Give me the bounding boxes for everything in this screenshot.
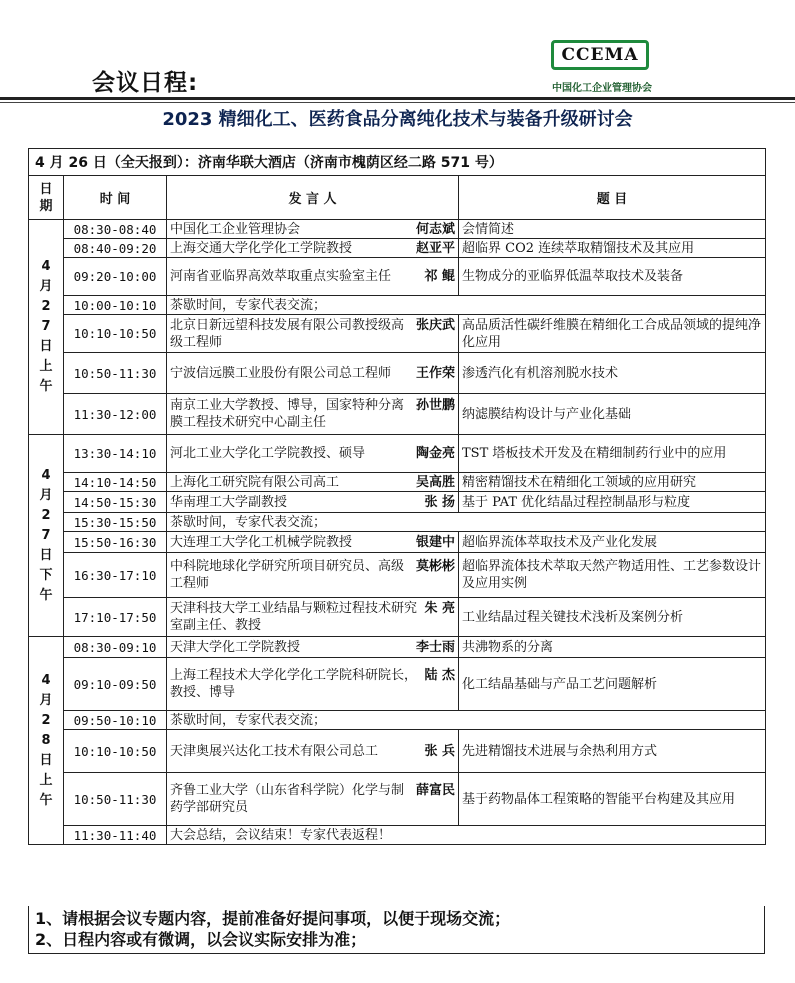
break-text: 大会总结，会议结束！专家代表返程！	[167, 826, 766, 845]
time-cell: 11:30-12:00	[64, 394, 167, 435]
col-time: 时 间	[64, 176, 167, 220]
table-row	[29, 492, 766, 513]
time-cell: 13:30-14:10	[64, 435, 167, 473]
time-cell: 10:00-10:10	[64, 296, 167, 315]
time-cell: 14:10-14:50	[64, 473, 167, 492]
topic-cell: 生物成分的亚临界低温萃取技术及装备	[459, 258, 766, 296]
break-text: 茶歇时间，专家代表交流；	[167, 711, 766, 730]
break-row	[29, 826, 766, 845]
header-rule	[0, 97, 795, 100]
speaker-name: 张 扬	[424, 494, 455, 510]
speaker-name: 朱 亮	[424, 601, 455, 616]
speaker-name: 陆 杰	[424, 668, 455, 683]
speaker-cell	[167, 394, 459, 435]
topic-cell: 会情简述	[459, 220, 766, 239]
break-row	[29, 711, 766, 730]
topic-cell: 超临界 CO2 连续萃取精馏技术及其应用	[459, 239, 766, 258]
speaker-cell	[167, 353, 459, 394]
topic-cell: 超临界流体技术萃取天然产物适用性、工艺参数设计及应用实例	[459, 553, 766, 598]
speaker-org: 大连理工大学化工机械学院教授	[170, 534, 353, 550]
time-cell: 10:50-11:30	[64, 353, 167, 394]
time-cell: 08:30-08:40	[64, 220, 167, 239]
speaker-cell	[167, 532, 459, 553]
speaker-cell	[167, 258, 459, 296]
time-cell: 10:10-10:50	[64, 730, 167, 773]
logo-text: CCEMA	[561, 45, 639, 65]
topic-cell: 高品质活性碳纤维膜在精细化工合成品领域的提纯净化应用	[459, 315, 766, 353]
speaker-org: 齐鲁工业大学（山东省科学院）化学与制药学部研究员	[170, 783, 405, 815]
session-date: 4月27日上午	[29, 220, 64, 435]
speaker-name: 陶金亮	[415, 446, 455, 461]
speaker-org: 天津科技大学工业结晶与颗粒过程技术研究室副主任、教授	[170, 601, 418, 633]
speaker-org: 上海工程技术大学化学化工学院科研院长，教授、博导	[170, 668, 418, 700]
speaker-org: 华南理工大学副教授	[170, 494, 288, 510]
schedule-table	[28, 148, 766, 845]
time-cell: 09:50-10:10	[64, 711, 167, 730]
speaker-name: 吴高胜	[415, 474, 455, 490]
speaker-name: 何志斌	[415, 221, 455, 237]
time-cell: 16:30-17:10	[64, 553, 167, 598]
table-row	[29, 394, 766, 435]
time-cell: 09:10-09:50	[64, 658, 167, 711]
speaker-org: 上海化工研究院有限公司高工	[170, 474, 340, 490]
speaker-name: 银建中	[415, 534, 455, 550]
speaker-name: 莫彬彬	[415, 559, 455, 574]
speaker-org: 上海交通大学化学化工学院教授	[170, 240, 353, 256]
break-text: 茶歇时间，专家代表交流；	[167, 296, 766, 315]
topic-cell: 精密精馏技术在精细化工领域的应用研究	[459, 473, 766, 492]
speaker-name: 李士雨	[415, 639, 455, 655]
page-title: 会议日程:	[92, 70, 199, 96]
table-row	[29, 239, 766, 258]
session-date: 4月27日下午	[29, 435, 64, 637]
time-cell: 09:20-10:00	[64, 258, 167, 296]
notes-box	[28, 906, 765, 954]
table-row	[29, 658, 766, 711]
note-line: 1、请根据会议专题内容，提前准备好提问事项，以便于现场交流；	[35, 909, 511, 928]
time-cell: 15:30-15:50	[64, 513, 167, 532]
speaker-cell	[167, 492, 459, 513]
speaker-org: 天津大学化工学院教授	[170, 639, 301, 655]
column-header-row	[29, 176, 766, 220]
speaker-name: 赵亚平	[415, 240, 455, 256]
topic-cell: 基于药物晶体工程策略的智能平台构建及其应用	[459, 773, 766, 826]
speaker-cell	[167, 220, 459, 239]
speaker-cell	[167, 239, 459, 258]
topic-cell: 纳滤膜结构设计与产业化基础	[459, 394, 766, 435]
time-cell: 08:40-09:20	[64, 239, 167, 258]
topic-cell: 共沸物系的分离	[459, 637, 766, 658]
topic-cell: 先进精馏技术进展与余热利用方式	[459, 730, 766, 773]
topic-cell: 渗透汽化有机溶剂脱水技术	[459, 353, 766, 394]
note-line: 2、日程内容或有微调，以会议实际安排为准；	[35, 930, 367, 949]
speaker-cell	[167, 730, 459, 773]
table-row	[29, 773, 766, 826]
speaker-cell	[167, 553, 459, 598]
table-row	[29, 220, 766, 239]
conference-title: 2023 精细化工、医药食品分离纯化技术与装备升级研讨会	[162, 109, 633, 130]
speaker-cell	[167, 598, 459, 637]
topic-cell: 化工结晶基础与产品工艺问题解析	[459, 658, 766, 711]
speaker-org: 河北工业大学化工学院教授、硕导	[170, 446, 366, 461]
logo-subtitle: 中国化工企业管理协会	[552, 83, 652, 94]
topic-cell: 工业结晶过程关键技术浅析及案例分析	[459, 598, 766, 637]
speaker-cell	[167, 658, 459, 711]
topic-cell: 超临界流体萃取技术及产业化发展	[459, 532, 766, 553]
time-cell: 15:50-16:30	[64, 532, 167, 553]
time-cell: 17:10-17:50	[64, 598, 167, 637]
speaker-cell	[167, 315, 459, 353]
table-row	[29, 258, 766, 296]
speaker-org: 宁波信远膜工业股份有限公司总工程师	[170, 365, 392, 381]
table-row	[29, 730, 766, 773]
table-row	[29, 435, 766, 473]
break-text: 茶歇时间，专家代表交流；	[167, 513, 766, 532]
speaker-name: 王作荣	[415, 365, 455, 381]
table-row	[29, 473, 766, 492]
speaker-org: 中科院地球化学研究所项目研究员、高级工程师	[170, 559, 405, 591]
speaker-name: 薛富民	[415, 783, 455, 798]
col-topic: 题 目	[459, 176, 766, 220]
topic-cell: 基于 PAT 优化结晶过程控制晶形与粒度	[459, 492, 766, 513]
speaker-name: 张庆武	[415, 317, 455, 333]
time-cell: 08:30-09:10	[64, 637, 167, 658]
speaker-name: 张 兵	[424, 743, 455, 759]
speaker-cell	[167, 435, 459, 473]
ccema-logo	[551, 40, 649, 70]
speaker-cell	[167, 773, 459, 826]
time-cell: 10:50-11:30	[64, 773, 167, 826]
speaker-org: 中国化工企业管理协会	[170, 221, 301, 237]
topic-cell: TST 塔板技术开发及在精细制药行业中的应用	[459, 435, 766, 473]
col-speaker: 发 言 人	[167, 176, 459, 220]
speaker-org: 河南省亚临界高效萃取重点实验室主任	[170, 269, 392, 284]
table-row	[29, 637, 766, 658]
speaker-org: 南京工业大学教授、博导，国家特种分离膜工程技术研究中心副主任	[170, 398, 405, 430]
speaker-org: 北京日新远望科技发展有限公司教授级高级工程师	[170, 317, 405, 350]
session-date: 4月28日上午	[29, 637, 64, 845]
break-row	[29, 296, 766, 315]
header-rule-thin	[0, 102, 795, 103]
speaker-name: 孙世鹏	[415, 398, 455, 413]
table-row	[29, 532, 766, 553]
table-row	[29, 315, 766, 353]
speaker-name: 祁 鲲	[424, 269, 455, 284]
time-cell: 14:50-15:30	[64, 492, 167, 513]
table-row	[29, 353, 766, 394]
break-row	[29, 513, 766, 532]
table-row	[29, 598, 766, 637]
venue-row	[29, 149, 766, 176]
time-cell: 10:10-10:50	[64, 315, 167, 353]
speaker-org: 天津奥展兴达化工技术有限公司总工	[170, 743, 379, 759]
time-cell: 11:30-11:40	[64, 826, 167, 845]
table-row	[29, 553, 766, 598]
speaker-cell	[167, 473, 459, 492]
venue-line: 4 月 26 日（全天报到）：济南华联大酒店（济南市槐荫区经二路 571 号）	[29, 149, 766, 176]
speaker-cell	[167, 637, 459, 658]
col-date: 日期	[29, 176, 64, 220]
